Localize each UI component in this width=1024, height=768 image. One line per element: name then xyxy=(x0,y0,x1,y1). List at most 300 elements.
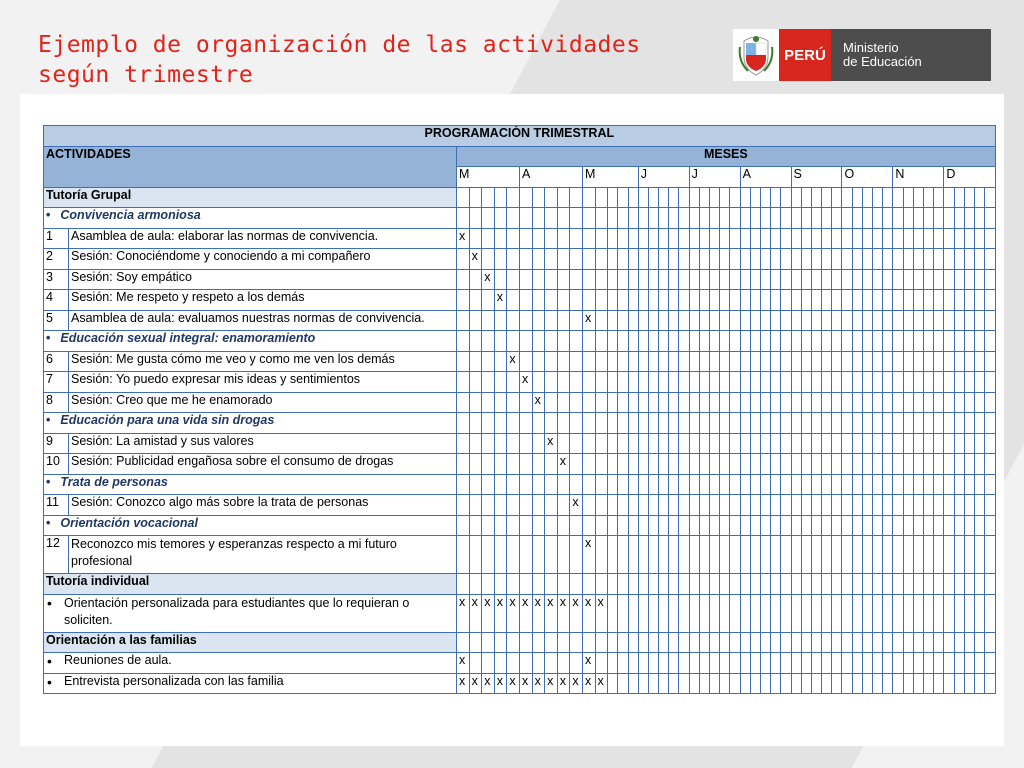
schedule-cell xyxy=(893,372,903,393)
activity-number: 6 xyxy=(44,351,69,372)
schedule-cell xyxy=(469,574,482,595)
schedule-cell xyxy=(964,351,974,372)
schedule-cell xyxy=(689,454,699,475)
schedule-cell xyxy=(842,392,852,413)
schedule-cell xyxy=(750,249,760,270)
schedule-cell xyxy=(893,269,903,290)
schedule-cell xyxy=(628,673,638,694)
schedule-cell xyxy=(801,474,811,495)
schedule-cell xyxy=(618,474,628,495)
schedule-cell xyxy=(913,249,923,270)
schedule-cell xyxy=(964,454,974,475)
schedule-cell xyxy=(648,269,658,290)
schedule-cell xyxy=(689,594,699,632)
schedule-cell xyxy=(842,474,852,495)
schedule-cell xyxy=(595,228,608,249)
schedule-cell xyxy=(954,331,964,352)
schedule-cell xyxy=(985,673,996,694)
schedule-cell xyxy=(532,269,545,290)
schedule-cell xyxy=(760,208,770,229)
schedule-cell xyxy=(740,208,750,229)
schedule-cell xyxy=(595,269,608,290)
schedule-cell xyxy=(482,433,495,454)
schedule-cell xyxy=(923,474,933,495)
schedule-cell xyxy=(740,351,750,372)
schedule-cell xyxy=(985,632,996,653)
table-row xyxy=(44,249,996,270)
schedule-cell xyxy=(699,653,709,674)
schedule-cell xyxy=(545,632,558,653)
schedule-cell xyxy=(801,673,811,694)
schedule-cell xyxy=(801,515,811,536)
schedule-cell xyxy=(974,310,984,331)
schedule-cell xyxy=(659,331,669,352)
schedule-cell xyxy=(862,269,872,290)
schedule-cell xyxy=(760,673,770,694)
schedule-cell xyxy=(507,495,520,516)
schedule-cell xyxy=(811,515,821,536)
schedule-cell xyxy=(648,249,658,270)
schedule-cell xyxy=(740,574,750,595)
schedule-cell xyxy=(570,413,583,434)
schedule-mark: x xyxy=(494,290,507,311)
schedule-cell xyxy=(934,208,944,229)
schedule-cell xyxy=(852,515,862,536)
schedule-cell xyxy=(862,536,872,574)
table-row xyxy=(44,351,996,372)
schedule-cell xyxy=(720,653,730,674)
schedule-cell xyxy=(842,351,852,372)
schedule-cell xyxy=(985,413,996,434)
schedule-cell xyxy=(628,249,638,270)
schedule-cell xyxy=(545,351,558,372)
schedule-cell xyxy=(457,495,470,516)
schedule-cell xyxy=(771,310,781,331)
schedule-cell xyxy=(720,515,730,536)
table-row xyxy=(44,372,996,393)
schedule-cell xyxy=(985,433,996,454)
schedule-cell xyxy=(507,653,520,674)
schedule-cell xyxy=(832,495,842,516)
schedule-cell xyxy=(974,392,984,413)
schedule-cell xyxy=(903,574,913,595)
schedule-cell xyxy=(811,536,821,574)
schedule-cell xyxy=(964,495,974,516)
schedule-cell xyxy=(893,632,903,653)
schedule-cell xyxy=(893,228,903,249)
schedule-cell xyxy=(730,331,740,352)
schedule-cell xyxy=(628,594,638,632)
schedule-cell xyxy=(507,433,520,454)
schedule-cell xyxy=(954,392,964,413)
schedule-cell xyxy=(873,372,883,393)
schedule-cell xyxy=(852,632,862,653)
schedule-cell xyxy=(482,515,495,536)
schedule-cell xyxy=(873,632,883,653)
schedule-cell xyxy=(679,413,689,434)
schedule-cell xyxy=(903,269,913,290)
schedule-cell xyxy=(570,310,583,331)
schedule-cell xyxy=(730,208,740,229)
schedule-cell xyxy=(934,187,944,208)
schedule-cell xyxy=(730,673,740,694)
schedule-cell xyxy=(648,594,658,632)
schedule-cell xyxy=(532,632,545,653)
bullet-icon: • xyxy=(46,474,51,489)
schedule-cell xyxy=(862,632,872,653)
schedule-cell xyxy=(648,351,658,372)
schedule-cell xyxy=(699,392,709,413)
schedule-cell xyxy=(618,372,628,393)
schedule-cell xyxy=(482,290,495,311)
schedule-cell xyxy=(457,331,470,352)
schedule-cell xyxy=(608,372,618,393)
schedule-cell xyxy=(494,331,507,352)
schedule-cell xyxy=(883,495,893,516)
schedule-cell xyxy=(842,594,852,632)
schedule-cell xyxy=(595,392,608,413)
schedule-cell xyxy=(570,228,583,249)
schedule-cell xyxy=(923,208,933,229)
table-row xyxy=(44,474,996,495)
schedule-cell xyxy=(494,392,507,413)
schedule-cell xyxy=(974,413,984,434)
schedule-cell xyxy=(669,413,679,434)
schedule-cell xyxy=(469,290,482,311)
schedule-cell xyxy=(913,454,923,475)
schedule-cell xyxy=(699,208,709,229)
ministry-line-1: Ministerio xyxy=(843,40,899,55)
schedule-cell xyxy=(689,269,699,290)
schedule-cell xyxy=(964,187,974,208)
schedule-cell xyxy=(557,331,570,352)
schedule-cell xyxy=(923,269,933,290)
schedule-cell xyxy=(822,515,832,536)
schedule-cell xyxy=(545,413,558,434)
activity-label xyxy=(44,653,457,674)
schedule-cell xyxy=(469,653,482,674)
schedule-cell xyxy=(595,515,608,536)
schedule-cell xyxy=(852,574,862,595)
schedule-cell xyxy=(903,249,913,270)
schedule-cell xyxy=(964,413,974,434)
schedule-cell xyxy=(557,228,570,249)
schedule-cell xyxy=(720,495,730,516)
schedule-cell xyxy=(923,515,933,536)
schedule-mark: x xyxy=(482,594,495,632)
schedule-cell xyxy=(791,433,801,454)
schedule-cell xyxy=(842,208,852,229)
schedule-cell xyxy=(944,331,954,352)
schedule-cell xyxy=(771,187,781,208)
schedule-cell xyxy=(494,208,507,229)
schedule-cell xyxy=(730,413,740,434)
schedule-cell xyxy=(883,632,893,653)
schedule-cell xyxy=(760,495,770,516)
schedule-cell xyxy=(760,515,770,536)
schedule-cell xyxy=(873,673,883,694)
ministry-logo xyxy=(733,29,991,81)
schedule-cell xyxy=(595,495,608,516)
schedule-cell xyxy=(659,433,669,454)
schedule-cell xyxy=(519,653,532,674)
schedule-cell xyxy=(582,515,595,536)
schedule-cell xyxy=(659,290,669,311)
schedule-cell xyxy=(903,515,913,536)
bullet-icon: • xyxy=(46,208,51,222)
schedule-cell xyxy=(457,249,470,270)
schedule-cell xyxy=(903,632,913,653)
schedule-cell xyxy=(985,351,996,372)
schedule-cell xyxy=(507,515,520,536)
schedule-cell xyxy=(720,208,730,229)
schedule-cell xyxy=(832,433,842,454)
schedule-cell xyxy=(791,351,801,372)
schedule-cell xyxy=(873,495,883,516)
schedule-cell xyxy=(730,632,740,653)
schedule-cell xyxy=(954,372,964,393)
activity-number: 4 xyxy=(44,290,69,311)
schedule-cell xyxy=(638,310,648,331)
schedule-mark: x xyxy=(545,673,558,694)
schedule-cell xyxy=(750,454,760,475)
schedule-cell xyxy=(608,594,618,632)
schedule-cell xyxy=(638,515,648,536)
schedule-cell xyxy=(595,413,608,434)
schedule-cell xyxy=(801,290,811,311)
schedule-cell xyxy=(964,474,974,495)
schedule-cell xyxy=(822,536,832,574)
schedule-cell xyxy=(801,228,811,249)
schedule-cell xyxy=(811,433,821,454)
schedule-cell xyxy=(750,290,760,311)
schedule-cell xyxy=(570,515,583,536)
schedule-cell xyxy=(689,632,699,653)
schedule-cell xyxy=(750,187,760,208)
schedule-cell xyxy=(781,673,791,694)
schedule-cell xyxy=(934,536,944,574)
schedule-cell xyxy=(913,208,923,229)
schedule-cell xyxy=(608,515,618,536)
table-row xyxy=(44,310,996,331)
schedule-cell xyxy=(893,653,903,674)
schedule-cell xyxy=(519,187,532,208)
schedule-mark: x xyxy=(507,351,520,372)
schedule-cell xyxy=(638,249,648,270)
schedule-cell xyxy=(964,433,974,454)
schedule-cell xyxy=(760,454,770,475)
schedule-cell xyxy=(954,574,964,595)
schedule-cell xyxy=(873,653,883,674)
schedule-cell xyxy=(494,515,507,536)
schedule-cell xyxy=(771,249,781,270)
schedule-cell xyxy=(608,632,618,653)
schedule-cell xyxy=(913,331,923,352)
schedule-cell xyxy=(760,187,770,208)
schedule-cell xyxy=(659,653,669,674)
schedule-cell xyxy=(482,495,495,516)
subsection-heading xyxy=(44,515,457,536)
schedule-cell xyxy=(862,653,872,674)
schedule-cell xyxy=(689,474,699,495)
schedule-cell xyxy=(832,331,842,352)
schedule-cell xyxy=(457,536,470,574)
schedule-cell xyxy=(689,290,699,311)
schedule-cell xyxy=(507,187,520,208)
schedule-cell xyxy=(974,673,984,694)
schedule-cell xyxy=(740,594,750,632)
schedule-cell xyxy=(862,372,872,393)
schedule-cell xyxy=(710,228,720,249)
schedule-cell xyxy=(628,515,638,536)
schedule-cell xyxy=(648,208,658,229)
schedule-cell xyxy=(669,351,679,372)
schedule-cell xyxy=(730,653,740,674)
schedule-cell xyxy=(532,187,545,208)
schedule-cell xyxy=(893,310,903,331)
schedule-mark: x xyxy=(570,673,583,694)
schedule-cell xyxy=(903,454,913,475)
schedule-cell xyxy=(557,515,570,536)
schedule-cell xyxy=(482,351,495,372)
schedule-cell xyxy=(532,495,545,516)
schedule-cell xyxy=(934,433,944,454)
schedule-cell xyxy=(638,208,648,229)
schedule-cell xyxy=(811,249,821,270)
schedule-cell xyxy=(720,249,730,270)
schedule-cell xyxy=(750,310,760,331)
schedule-cell xyxy=(903,310,913,331)
activity-number: 2 xyxy=(44,249,69,270)
schedule-cell xyxy=(771,574,781,595)
schedule-cell xyxy=(720,673,730,694)
month-header-cell: J xyxy=(689,167,740,188)
schedule-cell xyxy=(730,187,740,208)
schedule-cell xyxy=(974,594,984,632)
activity-number: 11 xyxy=(44,495,69,516)
schedule-cell xyxy=(832,290,842,311)
schedule-cell xyxy=(669,310,679,331)
schedule-mark: x xyxy=(457,594,470,632)
schedule-cell xyxy=(771,228,781,249)
schedule-cell xyxy=(822,372,832,393)
schedule-cell xyxy=(750,331,760,352)
schedule-cell xyxy=(659,673,669,694)
schedule-cell xyxy=(944,653,954,674)
schedule-cell xyxy=(852,433,862,454)
schedule-cell xyxy=(740,331,750,352)
schedule-cell xyxy=(883,269,893,290)
schedule-cell xyxy=(582,228,595,249)
schedule-cell xyxy=(852,228,862,249)
schedule-cell xyxy=(750,495,760,516)
schedule-cell xyxy=(852,594,862,632)
schedule-cell xyxy=(923,454,933,475)
schedule-cell xyxy=(710,653,720,674)
schedule-cell xyxy=(595,632,608,653)
schedule-cell xyxy=(801,208,811,229)
schedule-cell xyxy=(822,574,832,595)
schedule-cell xyxy=(659,249,669,270)
schedule-cell xyxy=(974,249,984,270)
schedule-cell xyxy=(628,310,638,331)
schedule-cell xyxy=(608,392,618,413)
schedule-cell xyxy=(628,632,638,653)
schedule-cell xyxy=(750,413,760,434)
month-header-cell: A xyxy=(740,167,791,188)
activity-number: 9 xyxy=(44,433,69,454)
schedule-cell xyxy=(944,515,954,536)
schedule-cell xyxy=(852,413,862,434)
schedule-cell xyxy=(893,392,903,413)
schedule-cell xyxy=(608,495,618,516)
schedule-cell xyxy=(811,413,821,434)
schedule-cell xyxy=(873,290,883,311)
schedule-cell xyxy=(557,632,570,653)
schedule-cell xyxy=(883,208,893,229)
schedule-cell xyxy=(545,495,558,516)
schedule-cell xyxy=(750,208,760,229)
schedule-cell xyxy=(669,269,679,290)
schedule-cell xyxy=(608,249,618,270)
schedule-cell xyxy=(760,594,770,632)
schedule-cell xyxy=(883,536,893,574)
schedule-cell xyxy=(954,454,964,475)
schedule-cell xyxy=(893,574,903,595)
schedule-cell xyxy=(974,228,984,249)
schedule-cell xyxy=(862,433,872,454)
schedule-cell xyxy=(557,536,570,574)
schedule-cell xyxy=(494,536,507,574)
schedule-mark: x xyxy=(595,673,608,694)
title-line-1: Ejemplo de organización de las actividades xyxy=(38,32,641,58)
schedule-cell xyxy=(974,454,984,475)
schedule-cell xyxy=(781,392,791,413)
schedule-cell xyxy=(883,331,893,352)
schedule-cell xyxy=(822,331,832,352)
schedule-cell xyxy=(545,454,558,475)
schedule-cell xyxy=(570,249,583,270)
schedule-cell xyxy=(771,433,781,454)
schedule-cell xyxy=(944,632,954,653)
schedule-cell xyxy=(469,331,482,352)
schedule-cell xyxy=(618,249,628,270)
schedule-cell xyxy=(740,187,750,208)
schedule-cell xyxy=(457,372,470,393)
schedule-cell xyxy=(791,495,801,516)
schedule-cell xyxy=(669,495,679,516)
schedule-cell xyxy=(985,474,996,495)
activity-label: Sesión: La amistad y sus valores xyxy=(69,433,457,454)
schedule-cell xyxy=(628,495,638,516)
schedule-cell xyxy=(832,653,842,674)
schedule-cell xyxy=(608,433,618,454)
schedule-cell xyxy=(760,249,770,270)
schedule-cell xyxy=(720,413,730,434)
schedule-cell xyxy=(822,632,832,653)
schedule-cell xyxy=(923,331,933,352)
schedule-cell xyxy=(679,269,689,290)
schedule-cell xyxy=(791,372,801,393)
schedule-cell xyxy=(862,673,872,694)
schedule-cell xyxy=(791,331,801,352)
schedule-cell xyxy=(791,454,801,475)
schedule-cell xyxy=(862,249,872,270)
table-row xyxy=(44,632,996,653)
subsection-label: Orientación vocacional xyxy=(60,515,198,530)
schedule-cell xyxy=(903,290,913,311)
schedule-cell xyxy=(873,269,883,290)
